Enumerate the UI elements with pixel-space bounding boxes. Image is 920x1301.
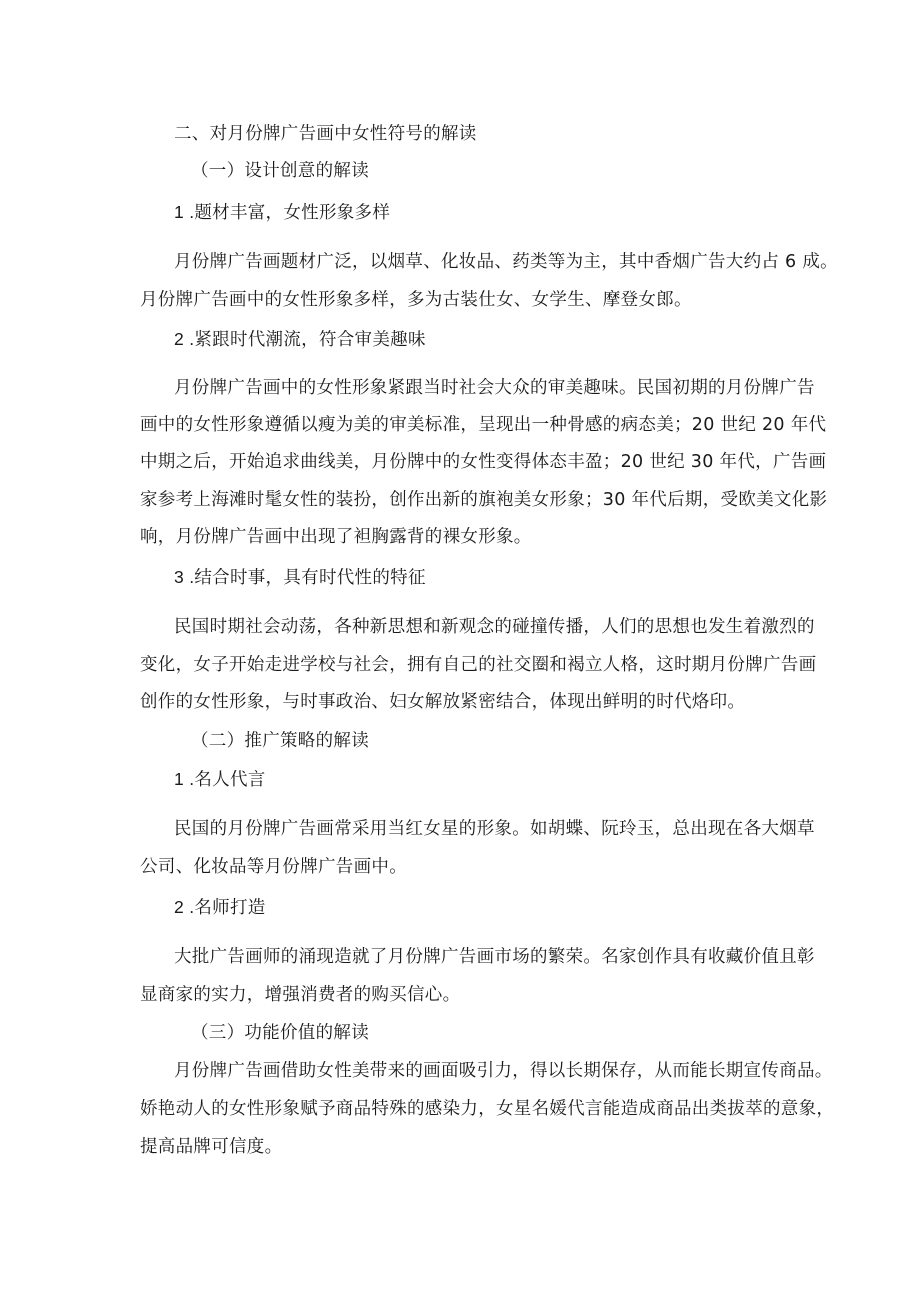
item-heading-2-2: 2 .名师打造 — [174, 897, 266, 917]
paragraph-line: 中期之后，开始追求曲线美，月份牌中的女性变得体态丰盈；20 世纪 30 年代，广告画 — [140, 452, 827, 472]
paragraph-line: 月份牌广告画题材广泛，以烟草、化妆品、药类等为主，其中香烟广告大约占 6 成。 — [174, 252, 838, 272]
paragraph-line: 月份牌广告画借助女性美带来的画面吸引力，得以长期保存，从而能长期宣传商品。 — [174, 1061, 833, 1081]
paragraph-line: 画中的女性形象遵循以瘦为美的审美标准，呈现出一种骨感的病态美；20 世纪 20 年代 — [140, 415, 827, 435]
section-heading: 二、对月份牌广告画中女性符号的解读 — [174, 124, 477, 144]
paragraph-line: 月份牌广告画中的女性形象紧跟当时社会大众的审美趣味。民国初期的月份牌广告 — [174, 378, 815, 398]
item-heading-2-1: 1 .名人代言 — [174, 769, 266, 789]
subsection-heading-3: （三）功能价值的解读 — [191, 1023, 369, 1043]
paragraph-line: 显商家的实力，增强消费者的购买信心。 — [140, 985, 461, 1005]
paragraph-line: 变化，女子开始走进学校与社会，拥有自己的社交圈和褐立人格，这时期月份牌广告画 — [140, 655, 817, 675]
item-heading-1-3: 3 .结合时事，具有时代性的特征 — [174, 567, 426, 587]
paragraph-line: 响，月份牌广告画中出现了袒胸露背的裸女形象。 — [140, 527, 532, 547]
paragraph-line: 民国时期社会动荡，各种新思想和新观念的碰撞传播，人们的思想也发生着激烈的 — [174, 617, 815, 637]
paragraph-line: 大批广告画师的涌现造就了月份牌广告画市场的繁荣。名家创作具有收藏价值且彰 — [174, 947, 815, 967]
subsection-heading-2: （二）推广策略的解读 — [191, 731, 369, 751]
paragraph-line: 月份牌广告画中的女性形象多样，多为古装仕女、女学生、摩登女郎。 — [140, 290, 692, 310]
paragraph-line: 公司、化妆品等月份牌广告画中。 — [140, 857, 407, 877]
paragraph-line: 家参考上海滩时髦女性的装扮，创作出新的旗袍美女形象；30 年代后期，受欧美文化影 — [140, 490, 828, 510]
paragraph-line: 创作的女性形象，与时事政治、妇女解放紧密结合，体现出鲜明的时代烙印。 — [140, 692, 746, 712]
paragraph-line: 娇艳动人的女性形象赋予商品特殊的感染力，女星名媛代言能造成商品出类拔萃的意象， — [140, 1099, 835, 1119]
item-heading-1-1: 1 .题材丰富，女性形象多样 — [174, 202, 391, 222]
subsection-heading-1: （一）设计创意的解读 — [191, 161, 369, 181]
paragraph-line: 民国的月份牌广告画常采用当红女星的形象。如胡蝶、阮玲玉，总出现在各大烟草 — [174, 819, 815, 839]
item-heading-1-2: 2 .紧跟时代潮流，符合审美趣味 — [174, 329, 426, 349]
paragraph-line: 提高品牌可信度。 — [140, 1137, 283, 1157]
